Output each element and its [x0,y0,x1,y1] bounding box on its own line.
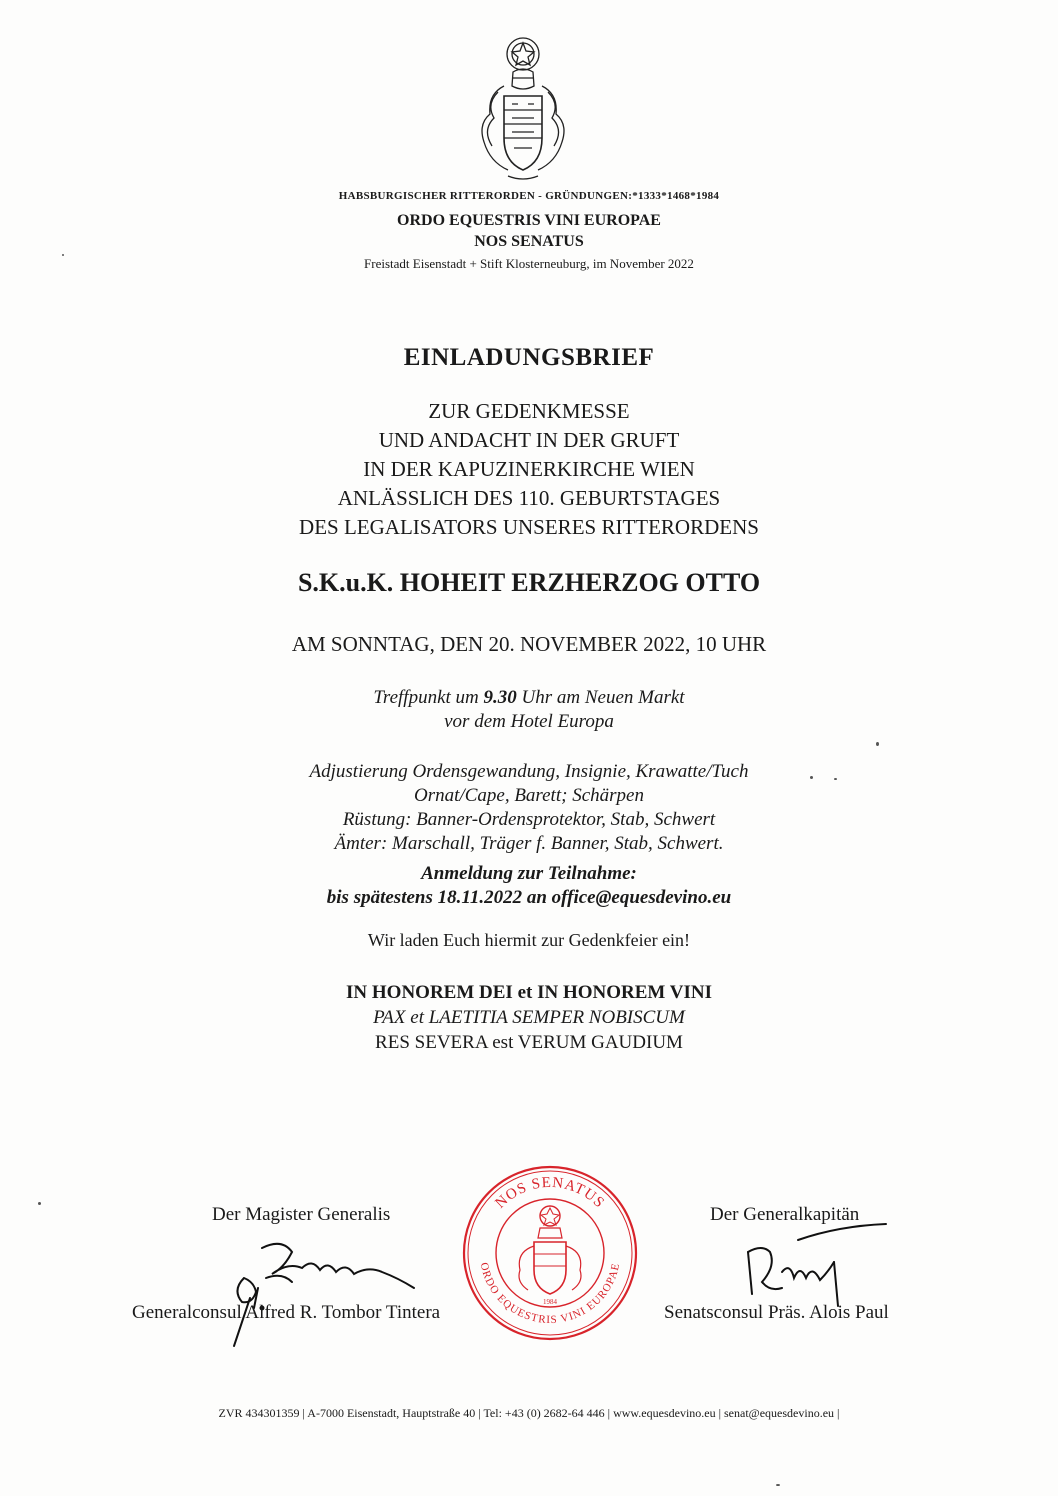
registration-deadline: bis spätestens 18.11.2022 an office@equesdevino.eu [326,887,732,908]
scan-speck [876,742,879,746]
signatory-left-title: Der Magister Generalis [212,1204,391,1225]
occasion-line: ANLÄSSLICH DES 110. GEBURTSTAGES [337,486,721,510]
occasion-block [0,397,1058,542]
registration-heading: Anmeldung zur Teilnahme: [421,863,637,884]
stamp-top-text: NOS SENATUS [492,1174,608,1212]
place-date-line: Freistadt Eisenstadt + Stift Klosterneuburg, im November 2022 [364,256,694,271]
order-founding-line: HABSBURGISCHER RITTERORDEN - GRÜNDUNGEN:*1333*1468*1984 [338,190,720,202]
motto-line-3: RES SEVERA est VERUM GAUDIUM [375,1032,683,1053]
occasion-line: UND ANDACHT IN DER GRUFT [378,428,680,452]
senate-seal-stamp [458,1164,642,1342]
meeting-line: Treffpunkt um 9.30 Uhr am Neuen Markt [373,687,685,708]
dress-code-block [0,760,1058,856]
senate-name: NOS SENATUS [474,233,584,250]
scan-speck [776,1484,780,1486]
handwritten-signature-right [738,1222,888,1314]
signatory-right-title: Der Generalkapitän [710,1204,860,1225]
order-name: ORDO EQUESTRIS VINI EUROPAE [397,212,661,229]
scan-speck [62,254,64,256]
invitation-line: Wir laden Euch hiermit zur Gedenkfeier ein! [367,930,691,950]
motto-line-1: IN HONOREM DEI et IN HONOREM VINI [346,982,712,1003]
handwritten-signature-left [222,1238,422,1348]
dress-line: Ornat/Cape, Barett; Schärpen [414,785,644,806]
occasion-line: ZUR GEDENKMESSE [428,399,630,423]
occasion-line: DES LEGALISATORS UNSERES RITTERORDENS [299,515,759,539]
meeting-point [0,686,1058,734]
footer-contact-line: ZVR 434301359 | A-7000 Eisenstadt, Hauptstraße 40 | Tel: +43 (0) 2682-64 446 | www.equesdevino.eu | senat@equesdevino.eu | [218,1406,840,1420]
signatory-left-name: Generalconsul Alfred R. Tombor Tintera [132,1302,441,1323]
motto-line-2: PAX et LAETITIA SEMPER NOBISCUM [373,1007,685,1028]
event-date: AM SONNTAG, DEN 20. NOVEMBER 2022, 10 UHR [291,632,767,656]
registration-block [0,862,1058,910]
honoree-name: S.K.u.K. HOHEIT ERZHERZOG OTTO [297,568,761,597]
dress-line: Adjustierung Ordensgewandung, Insignie, Krawatte/Tuch [309,761,749,782]
stamp-year: 1984 [543,1298,557,1306]
stamp-ring-text: ORDO EQUESTRIS VINI EUROPAE [477,1261,623,1327]
letter-title: EINLADUNGSBRIEF [403,344,655,371]
occasion-line: IN DER KAPUZINERKIRCHE WIEN [363,457,695,481]
scan-speck [38,1202,41,1205]
dress-line: Ämter: Marschall, Träger f. Banner, Stab, Schwert. [334,833,724,854]
meeting-location: vor dem Hotel Europa [444,711,614,732]
scan-speck [810,776,813,779]
meeting-time: 9.30 [483,687,517,708]
dress-line: Rüstung: Banner-Ordensprotektor, Stab, Schwert [342,809,716,830]
scan-speck [834,778,837,780]
coat-of-arms-crest [468,34,578,184]
signatory-right-name: Senatsconsul Präs. Alois Paul [664,1302,889,1323]
